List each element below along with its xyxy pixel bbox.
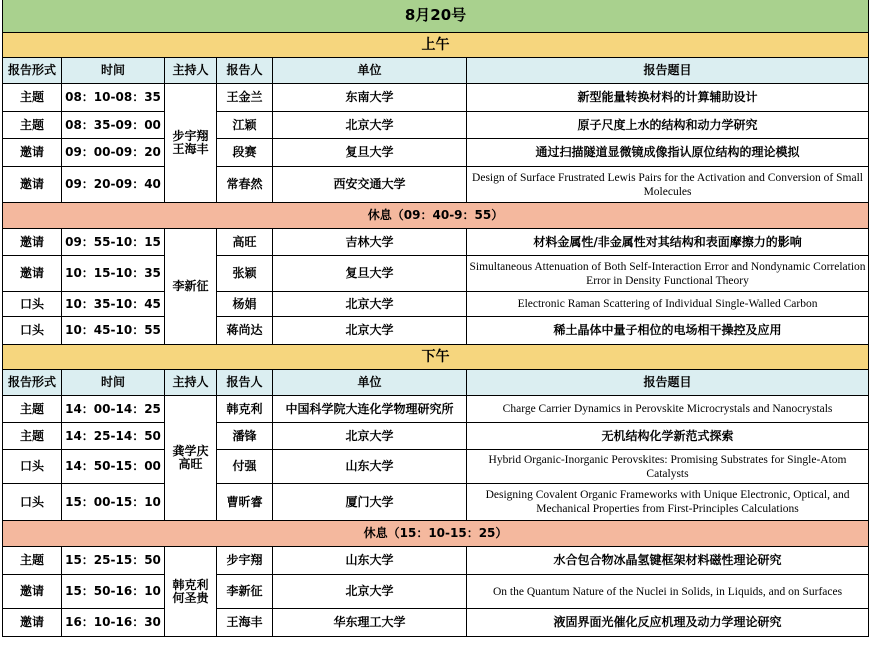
speaker: 常春然 <box>217 167 273 203</box>
report-type: 邀请 <box>3 139 62 167</box>
schedule-row <box>3 423 869 450</box>
speaker: 李新征 <box>217 575 273 609</box>
break-label: 休息（15：10-15：25） <box>3 521 869 547</box>
header-cell: 主持人 <box>165 58 217 84</box>
report-title: Electronic Raman Scattering of Individual Single-Walled Carbon <box>467 292 869 317</box>
time-slot: 15：00-15：10 <box>62 484 165 521</box>
unit: 吉林大学 <box>273 229 467 256</box>
host-cell: 李新征 <box>165 229 217 345</box>
speaker: 高旺 <box>217 229 273 256</box>
speaker: 曹昕睿 <box>217 484 273 521</box>
time-slot: 09：20-09：40 <box>62 167 165 203</box>
schedule-row <box>3 229 869 256</box>
unit: 复旦大学 <box>273 256 467 292</box>
speaker: 张颖 <box>217 256 273 292</box>
unit: 复旦大学 <box>273 139 467 167</box>
unit: 东南大学 <box>273 84 467 112</box>
unit: 北京大学 <box>273 423 467 450</box>
host-cell: 韩克利 何圣贵 <box>165 547 217 637</box>
report-title: Simultaneous Attenuation of Both Self-Interaction Error and Nondynamic Correlation Error in Density Functional Theory <box>467 256 869 292</box>
time-slot: 08：10-08：35 <box>62 84 165 112</box>
report-type: 主题 <box>3 112 62 139</box>
report-type: 主题 <box>3 423 62 450</box>
report-title: Hybrid Organic-Inorganic Perovskites: Promising Substrates for Single-Atom Catalysts <box>467 450 869 484</box>
speaker: 蒋尚达 <box>217 317 273 345</box>
header-cell: 单位 <box>273 370 467 396</box>
header-cell: 报告人 <box>217 370 273 396</box>
speaker: 步宇翔 <box>217 547 273 575</box>
report-type: 口头 <box>3 484 62 521</box>
unit: 北京大学 <box>273 317 467 345</box>
unit: 北京大学 <box>273 112 467 139</box>
speaker: 付强 <box>217 450 273 484</box>
report-type: 邀请 <box>3 167 62 203</box>
report-title: 新型能量转换材料的计算辅助设计 <box>467 84 869 112</box>
unit: 山东大学 <box>273 450 467 484</box>
report-title: 材料金属性/非金属性对其结构和表面摩擦力的影响 <box>467 229 869 256</box>
report-type: 主题 <box>3 84 62 112</box>
header-cell: 主持人 <box>165 370 217 396</box>
speaker: 潘锋 <box>217 423 273 450</box>
report-type: 主题 <box>3 396 62 423</box>
report-title: Charge Carrier Dynamics in Perovskite Microcrystals and Nanocrystals <box>467 396 869 423</box>
speaker: 段赛 <box>217 139 273 167</box>
afternoon-label: 下午 <box>3 345 869 370</box>
host-cell: 步宇翔 王海丰 <box>165 84 217 203</box>
speaker: 杨娟 <box>217 292 273 317</box>
header-cell: 时间 <box>62 370 165 396</box>
header-row-afternoon <box>3 370 869 396</box>
speaker: 王海丰 <box>217 609 273 637</box>
morning-label: 上午 <box>3 33 869 58</box>
schedule-row <box>3 450 869 484</box>
time-slot: 09：00-09：20 <box>62 139 165 167</box>
report-title: Designing Covalent Organic Frameworks with Unique Electronic, Optical, and Mechanical Properties from First-Principles Calculations <box>467 484 869 521</box>
time-slot: 14：00-14：25 <box>62 396 165 423</box>
schedule-row <box>3 292 869 317</box>
unit: 厦门大学 <box>273 484 467 521</box>
time-slot: 14：25-14：50 <box>62 423 165 450</box>
unit: 山东大学 <box>273 547 467 575</box>
header-cell: 报告题目 <box>467 370 869 396</box>
time-slot: 09：55-10：15 <box>62 229 165 256</box>
time-slot: 10：35-10：45 <box>62 292 165 317</box>
header-cell: 报告人 <box>217 58 273 84</box>
report-title: 水合包合物冰晶氢键框架材料磁性理论研究 <box>467 547 869 575</box>
report-type: 口头 <box>3 317 62 345</box>
unit: 西安交通大学 <box>273 167 467 203</box>
header-row-morning <box>3 58 869 84</box>
report-title: 原子尺度上水的结构和动力学研究 <box>467 112 869 139</box>
unit: 华东理工大学 <box>273 609 467 637</box>
speaker: 江颖 <box>217 112 273 139</box>
break-row <box>3 203 869 229</box>
time-slot: 08：35-09：00 <box>62 112 165 139</box>
schedule-row <box>3 256 869 292</box>
time-slot: 15：25-15：50 <box>62 547 165 575</box>
unit: 北京大学 <box>273 575 467 609</box>
report-type: 主题 <box>3 547 62 575</box>
report-type: 邀请 <box>3 229 62 256</box>
time-slot: 16：10-16：30 <box>62 609 165 637</box>
schedule-row <box>3 609 869 637</box>
host-cell: 龚学庆 高旺 <box>165 396 217 521</box>
schedule-row <box>3 396 869 423</box>
unit: 中国科学院大连化学物理研究所 <box>273 396 467 423</box>
report-title: 通过扫描隧道显微镜成像指认原位结构的理论模拟 <box>467 139 869 167</box>
time-slot: 10：45-10：55 <box>62 317 165 345</box>
schedule-row <box>3 547 869 575</box>
report-title: Design of Surface Frustrated Lewis Pairs for the Activation and Conversion of Small Molecules <box>467 167 869 203</box>
unit: 北京大学 <box>273 292 467 317</box>
schedule-row <box>3 317 869 345</box>
schedule-row <box>3 167 869 203</box>
report-type: 口头 <box>3 450 62 484</box>
report-type: 邀请 <box>3 256 62 292</box>
time-slot: 14：50-15：00 <box>62 450 165 484</box>
header-cell: 报告题目 <box>467 58 869 84</box>
report-type: 口头 <box>3 292 62 317</box>
schedule-row <box>3 139 869 167</box>
time-slot: 15：50-16：10 <box>62 575 165 609</box>
schedule-row <box>3 575 869 609</box>
header-cell: 报告形式 <box>3 58 62 84</box>
time-slot: 10：15-10：35 <box>62 256 165 292</box>
report-title: 无机结构化学新范式探索 <box>467 423 869 450</box>
day-title: 8月20号 <box>3 0 869 33</box>
schedule-row <box>3 84 869 112</box>
schedule-row <box>3 484 869 521</box>
speaker: 王金兰 <box>217 84 273 112</box>
report-title: On the Quantum Nature of the Nuclei in Solids, in Liquids, and on Surfaces <box>467 575 869 609</box>
speaker: 韩克利 <box>217 396 273 423</box>
schedule-row <box>3 112 869 139</box>
header-cell: 单位 <box>273 58 467 84</box>
report-title: 稀土晶体中量子相位的电场相干操控及应用 <box>467 317 869 345</box>
report-type: 邀请 <box>3 609 62 637</box>
header-cell: 报告形式 <box>3 370 62 396</box>
header-cell: 时间 <box>62 58 165 84</box>
break-row <box>3 521 869 547</box>
schedule-table <box>2 0 869 637</box>
report-type: 邀请 <box>3 575 62 609</box>
break-label: 休息（09：40-9：55） <box>3 203 869 229</box>
report-title: 液固界面光催化反应机理及动力学理论研究 <box>467 609 869 637</box>
